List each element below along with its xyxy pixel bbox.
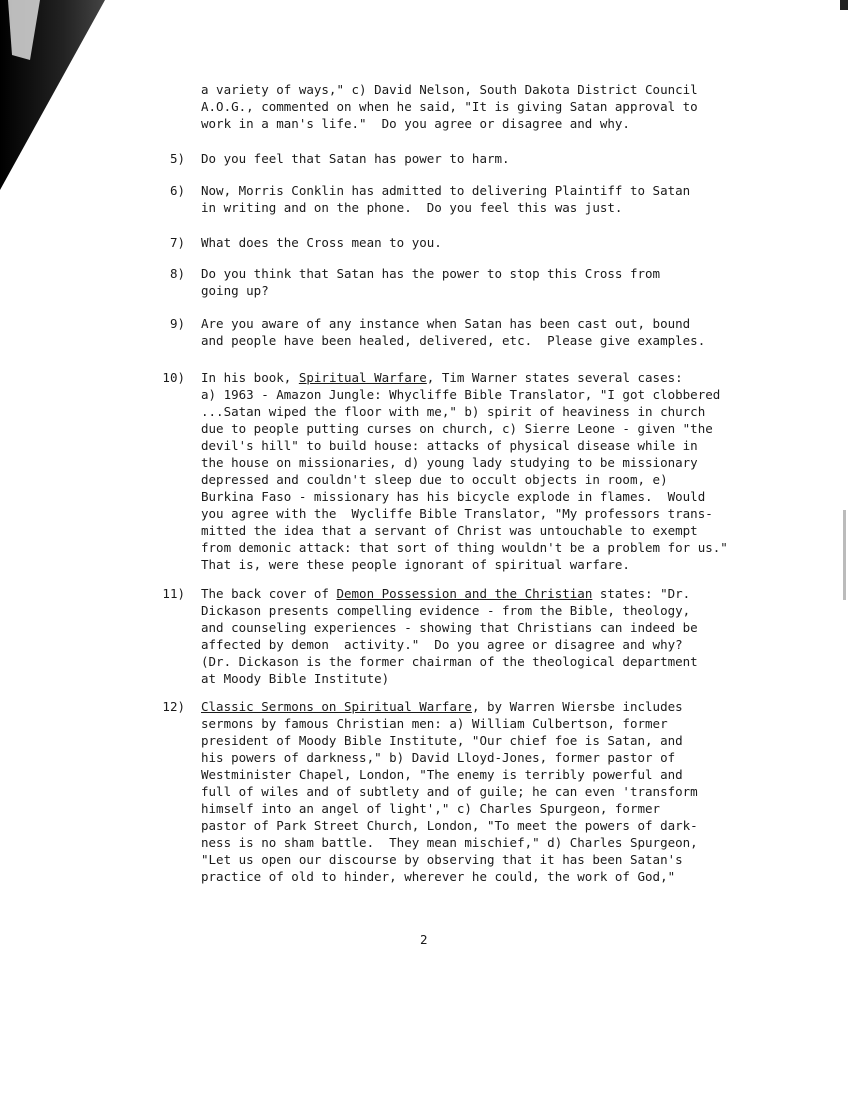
text-line: his powers of darkness," b) David Lloyd-Jones, former pastor of xyxy=(201,750,676,765)
text-line: pastor of Park Street Church, London, "To meet the powers of dark- xyxy=(201,818,698,833)
scan-shadow xyxy=(0,0,110,200)
item-number: 9) xyxy=(169,316,185,331)
text-line: in writing and on the phone. Do you feel this was just. xyxy=(201,200,623,215)
text-line: In his book, Spiritual Warfare, Tim Warner states several cases: xyxy=(201,370,683,385)
text-line: The back cover of Demon Possession and the Christian states: "Dr. xyxy=(201,586,691,601)
text-line: That is, were these people ignorant of spiritual warfare. xyxy=(201,557,630,572)
text-line: devil's hill" to build house: attacks of physical disease while in xyxy=(201,438,698,453)
scan-edge-mark xyxy=(840,0,848,10)
text-line: a) 1963 - Amazon Jungle: Whycliffe Bible Translator, "I got clobbered xyxy=(201,387,721,402)
text-line: practice of old to hinder, wherever he could, the work of God," xyxy=(201,869,676,884)
text-line: Classic Sermons on Spiritual Warfare, by Warren Wiersbe includes xyxy=(201,699,683,714)
text-line: Burkina Faso - missionary has his bicycle explode in flames. Would xyxy=(201,489,706,504)
item-number: 12) xyxy=(162,699,185,714)
text-line: from demonic attack: that sort of thing wouldn't be a problem for us." xyxy=(201,540,728,555)
text-line: Now, Morris Conklin has admitted to delivering Plaintiff to Satan xyxy=(201,183,691,198)
text-line: Do you think that Satan has the power to stop this Cross from xyxy=(201,266,661,281)
text-line: the house on missionaries, d) young lady studying to be missionary xyxy=(201,455,698,470)
text-line: A.O.G., commented on when he said, "It is giving Satan approval to xyxy=(201,99,698,114)
item-number: 8) xyxy=(169,266,185,281)
text-line: and counseling experiences - showing that Christians can indeed be xyxy=(201,620,698,635)
text-line: going up? xyxy=(201,283,269,298)
text-line: president of Moody Bible Institute, "Our chief foe is Satan, and xyxy=(201,733,683,748)
page-number: 2 xyxy=(420,932,428,947)
text-line: himself into an angel of light'," c) Charles Spurgeon, former xyxy=(201,801,661,816)
item-number: 11) xyxy=(162,586,185,601)
text-line: full of wiles and of subtlety and of guile; he can even 'transform xyxy=(201,784,698,799)
text-line: mitted the idea that a servant of Christ was untouchable to exempt xyxy=(201,523,698,538)
text-line: affected by demon activity." Do you agree or disagree and why? xyxy=(201,637,683,652)
item-number: 7) xyxy=(169,235,185,250)
text-line: and people have been healed, delivered, etc. Please give examples. xyxy=(201,333,706,348)
text-line: (Dr. Dickason is the former chairman of the theological department xyxy=(201,654,698,669)
text-line: ...Satan wiped the floor with me," b) spirit of heaviness in church xyxy=(201,404,706,419)
text-line: Dickason presents compelling evidence - from the Bible, theology, xyxy=(201,603,691,618)
text-line: Are you aware of any instance when Satan has been cast out, bound xyxy=(201,316,691,331)
text-line: "Let us open our discourse by observing that it has been Satan's xyxy=(201,852,683,867)
text-line: a variety of ways," c) David Nelson, South Dakota District Council xyxy=(201,82,698,97)
text-line: due to people putting curses on church, c) Sierre Leone - given "the xyxy=(201,421,713,436)
book-title: Classic Sermons on Spiritual Warfare xyxy=(201,699,472,714)
text-line: ness is no sham battle. They mean mischief," d) Charles Spurgeon, xyxy=(201,835,698,850)
book-title: Demon Possession and the Christian xyxy=(336,586,593,601)
text-line: Do you feel that Satan has power to harm. xyxy=(201,151,510,166)
text-line: depressed and couldn't sleep due to occult objects in room, e) xyxy=(201,472,668,487)
book-title: Spiritual Warfare xyxy=(298,370,427,385)
item-number: 10) xyxy=(162,370,185,385)
item-number: 5) xyxy=(169,151,185,166)
text-line: Westminister Chapel, London, "The enemy is terribly powerful and xyxy=(201,767,683,782)
text-line: you agree with the Wycliffe Bible Translator, "My professors trans- xyxy=(201,506,713,521)
text-line: at Moody Bible Institute) xyxy=(201,671,390,686)
text-line: What does the Cross mean to you. xyxy=(201,235,442,250)
text-line: sermons by famous Christian men: a) William Culbertson, former xyxy=(201,716,668,731)
text-line: work in a man's life." Do you agree or disagree and why. xyxy=(201,116,630,131)
item-number: 6) xyxy=(169,183,185,198)
scan-edge-mark xyxy=(843,510,846,600)
